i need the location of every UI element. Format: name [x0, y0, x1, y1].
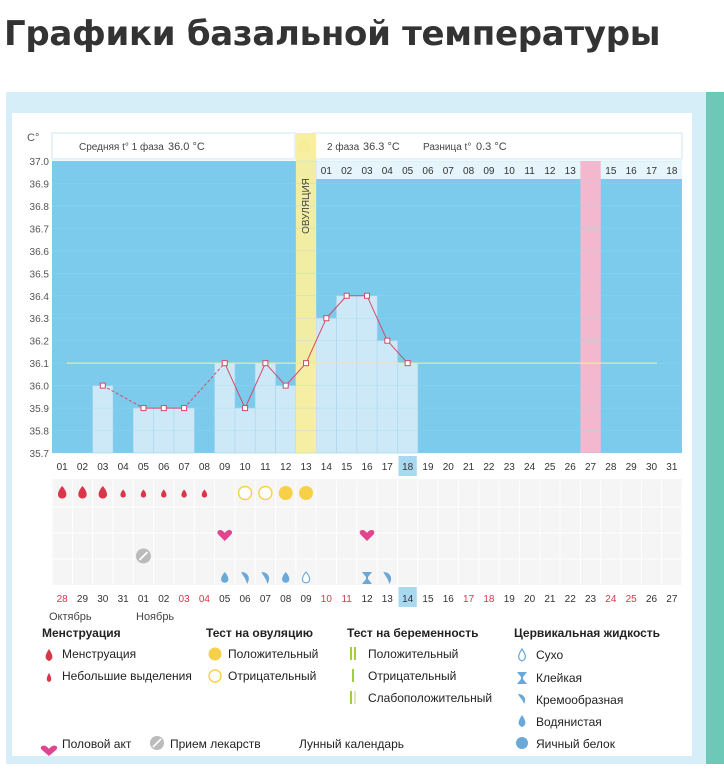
calendar-date-label: 16: [442, 594, 454, 605]
bbt-chart-card: [12, 113, 692, 756]
calendar-date-label: 14: [402, 594, 414, 605]
x-tick-label: 30: [645, 462, 658, 473]
legend-pregnancy-weak: Слабоположительный: [368, 691, 493, 705]
cervical-eggwhite-icon: [516, 737, 528, 749]
after-ovulation-day-label: 04: [381, 166, 393, 177]
x-tick-label: 26: [564, 462, 576, 473]
legend-ovulation-negative: Отрицательный: [228, 669, 317, 683]
after-ovulation-day-label: 13: [564, 166, 576, 177]
legend-cervical-watery: Водянистая: [536, 715, 602, 729]
ovulation-test-negative-icon: [259, 487, 272, 500]
light-spotting-drop-icon: [47, 673, 52, 682]
x-tick-label: 25: [544, 462, 556, 473]
calendar-date-label: 01: [137, 594, 150, 605]
temperature-point: [263, 361, 268, 366]
x-tick-label: 24: [524, 462, 536, 473]
x-tick-label: 04: [117, 462, 129, 473]
calendar-date-label: 06: [239, 594, 251, 605]
legend-menstruation-title: Менструация: [42, 626, 121, 640]
calendar-date-label: 20: [524, 594, 536, 605]
calendar-date-label: 10: [320, 594, 332, 605]
calendar-date-label: 18: [483, 594, 495, 605]
after-ovulation-day-label: 10: [503, 166, 515, 177]
ovulation-negative-icon: [209, 670, 221, 682]
calendar-date-label: 17: [463, 594, 475, 605]
x-tick-label: 28: [605, 462, 617, 473]
calendar-date-label: 11: [341, 594, 352, 605]
calendar-date-label: 13: [381, 594, 393, 605]
month-label-november: Ноябрь: [136, 611, 175, 623]
highlight-day-column: [580, 161, 600, 453]
after-ovulation-day-label: 03: [361, 166, 373, 177]
pregnancy-negative-icon: [352, 669, 354, 682]
temperature-bar: [377, 341, 397, 453]
x-tick-label: 17: [381, 462, 393, 473]
calendar-date-label: 03: [178, 594, 190, 605]
page-title: Графики базальной температуры: [4, 14, 661, 54]
legend: [41, 626, 660, 756]
bbt-chart: [12, 113, 692, 756]
calendar-date-label: 12: [361, 594, 373, 605]
x-tick-label: 22: [483, 462, 495, 473]
after-ovulation-day-label: 08: [463, 166, 475, 177]
x-tick-label: 14: [320, 462, 332, 473]
calendar-date-label: 23: [584, 594, 597, 605]
temperature-point: [100, 383, 105, 388]
y-tick-label: 36.0: [29, 381, 49, 393]
calendar-date-label: 27: [666, 594, 678, 605]
side-strip: [706, 92, 724, 764]
y-tick-label: 36.3: [29, 314, 49, 326]
calendar-date-label: 29: [76, 594, 89, 605]
calendar-date-label: 15: [422, 594, 434, 605]
legend-intercourse: Половой акт: [62, 737, 132, 751]
after-ovulation-day-label: 12: [544, 166, 556, 177]
after-ovulation-day-label: 07: [442, 166, 454, 177]
calendar-date-label: 22: [564, 594, 576, 605]
phase2-value: 36.3 °C: [363, 141, 400, 153]
legend-medication: Прием лекарств: [170, 737, 261, 751]
ovulation-test-positive-icon: [299, 486, 313, 500]
legend-light-spotting-item: Небольшие выделения: [62, 669, 192, 683]
x-tick-label: 18: [402, 462, 414, 473]
pregnancy-positive-icon: [350, 647, 352, 660]
x-tick-label: 01: [56, 462, 68, 473]
x-tick-label: 31: [666, 462, 678, 473]
y-tick-label: 36.1: [29, 359, 49, 371]
x-tick-label: 27: [584, 462, 597, 473]
x-tick-label: 09: [219, 462, 231, 473]
y-tick-label: 36.7: [29, 224, 49, 236]
temperature-point: [344, 293, 349, 298]
after-ovulation-day-label: 06: [422, 166, 434, 177]
calendar-date-label: 28: [56, 594, 68, 605]
temperature-point: [405, 361, 410, 366]
symbols-area: [52, 479, 682, 585]
temperature-point: [141, 406, 146, 411]
diff-label: Разница t°: [423, 142, 472, 153]
x-tick-label: 07: [178, 462, 190, 473]
temperature-bar: [276, 386, 296, 453]
x-tick-label: 03: [97, 462, 109, 473]
phase1-label: Средняя t° 1 фаза: [79, 142, 164, 153]
legend-cervical-dry: Сухо: [536, 648, 564, 662]
legend-pregnancy-positive: Положительный: [368, 647, 459, 661]
calendar-date-label: 30: [97, 594, 109, 605]
y-tick-label: 35.7: [29, 449, 49, 460]
ovulation-label: ОВУЛЯЦИЯ: [301, 178, 313, 234]
after-ovulation-day-label: 02: [341, 166, 353, 177]
x-tick-label: 06: [158, 462, 170, 473]
legend-pregnancy-test-title: Тест на беременность: [347, 626, 479, 640]
temperature-point: [222, 361, 227, 366]
after-ovulation-day-label: 16: [625, 166, 637, 177]
legend-cervical-eggwhite: Яичный белок: [536, 737, 615, 751]
calendar-date-label: 08: [280, 594, 292, 605]
temperature-point: [243, 406, 248, 411]
y-unit-label: C°: [27, 132, 40, 144]
after-ovulation-day-label: 05: [402, 166, 414, 177]
after-ovulation-day-label: 15: [605, 166, 617, 177]
legend-lunar: Лунный календарь: [299, 737, 405, 751]
after-ovulation-day-row: [316, 161, 682, 179]
calendar-date-label: 21: [544, 594, 556, 605]
legend-cervical-creamy: Кремообразная: [536, 693, 624, 707]
after-ovulation-day-label: 11: [524, 166, 535, 177]
calendar-date-label: 04: [198, 594, 210, 605]
x-tick-label: 21: [463, 462, 475, 473]
x-tick-label: 11: [260, 462, 271, 473]
x-tick-label: 10: [239, 462, 251, 473]
ovulation-test-negative-icon: [239, 487, 252, 500]
x-tick-label: 05: [137, 462, 150, 473]
y-tick-label: 36.8: [29, 201, 49, 213]
calendar-date-label: 05: [219, 594, 231, 605]
x-tick-label: 15: [341, 462, 353, 473]
x-tick-label: 16: [361, 462, 373, 473]
lunar-moon-icon: [281, 736, 293, 750]
temperature-point: [182, 406, 187, 411]
temperature-point: [304, 361, 309, 366]
temperature-point: [365, 293, 370, 298]
temperature-point: [283, 383, 288, 388]
temperature-point: [161, 406, 166, 411]
phase2-label: 2 фаза: [327, 142, 360, 153]
cervical-creamy-icon: [518, 694, 525, 704]
calendar-date-label: 19: [503, 594, 515, 605]
legend-ovulation-test-title: Тест на овуляцию: [206, 626, 313, 640]
cervical-watery-icon: [519, 715, 526, 727]
legend-menstruation-item: Менструация: [62, 647, 137, 661]
calendar-date-label: 02: [158, 594, 170, 605]
y-tick-label: 36.9: [29, 179, 49, 191]
legend-pregnancy-negative: Отрицательный: [368, 669, 457, 683]
temperature-bar: [93, 386, 113, 453]
x-tick-label: 08: [198, 462, 210, 473]
after-ovulation-day-label: 09: [483, 166, 495, 177]
after-ovulation-day-label: 01: [320, 166, 332, 177]
pregnancy-weak-icon-line2: [354, 691, 356, 704]
y-tick-label: 36.2: [29, 336, 49, 348]
pregnancy-positive-icon-line2: [354, 647, 356, 660]
x-tick-label: 12: [280, 462, 292, 473]
intercourse-heart-icon: [41, 746, 57, 756]
y-axis: [30, 157, 50, 460]
y-tick-label: 35.9: [29, 404, 49, 416]
ovulation-positive-icon: [209, 648, 222, 661]
temperature-point: [324, 316, 329, 321]
y-tick-label: 36.5: [29, 269, 49, 281]
cervical-dry-icon: [519, 649, 526, 661]
x-tick-label: 20: [442, 462, 454, 473]
x-tick-label: 19: [422, 462, 434, 473]
x-tick-label: 23: [503, 462, 515, 473]
calendar-date-label: 24: [605, 594, 617, 605]
after-ovulation-day-label: 18: [666, 166, 678, 177]
legend-cervical-sticky: Клейкая: [536, 671, 583, 685]
temperature-point: [385, 338, 390, 343]
month-label-october: Октябрь: [49, 611, 92, 623]
calendar-date-label: 25: [625, 594, 637, 605]
legend-ovulation-positive: Положительный: [228, 647, 319, 661]
y-tick-label: 35.8: [29, 426, 49, 438]
calendar-dates: [57, 587, 678, 607]
cervical-sticky-icon: [517, 672, 527, 684]
temperature-bar: [337, 296, 357, 453]
x-tick-label: 29: [625, 462, 637, 473]
calendar-date-label: 09: [300, 594, 312, 605]
after-ovulation-day-label: 17: [645, 166, 658, 177]
y-tick-label: 36.4: [29, 291, 49, 303]
y-tick-label: 36.6: [29, 246, 49, 258]
pregnancy-weak-icon: [350, 691, 352, 704]
legend-cervical-title: Цервикальная жидкость: [514, 626, 661, 640]
calendar-date-label: 31: [117, 594, 129, 605]
calendar-date-label: 07: [259, 594, 271, 605]
x-tick-label: 13: [300, 462, 312, 473]
phase1-value: 36.0 °C: [168, 141, 205, 153]
temperature-bar: [357, 296, 377, 453]
x-tick-label: 02: [76, 462, 89, 473]
ovulation-test-positive-icon: [279, 486, 293, 500]
diff-value: 0.3 °C: [476, 141, 507, 153]
menstruation-drop-icon: [46, 649, 53, 661]
y-tick-label: 37.0: [29, 157, 49, 168]
calendar-date-label: 26: [645, 594, 658, 605]
